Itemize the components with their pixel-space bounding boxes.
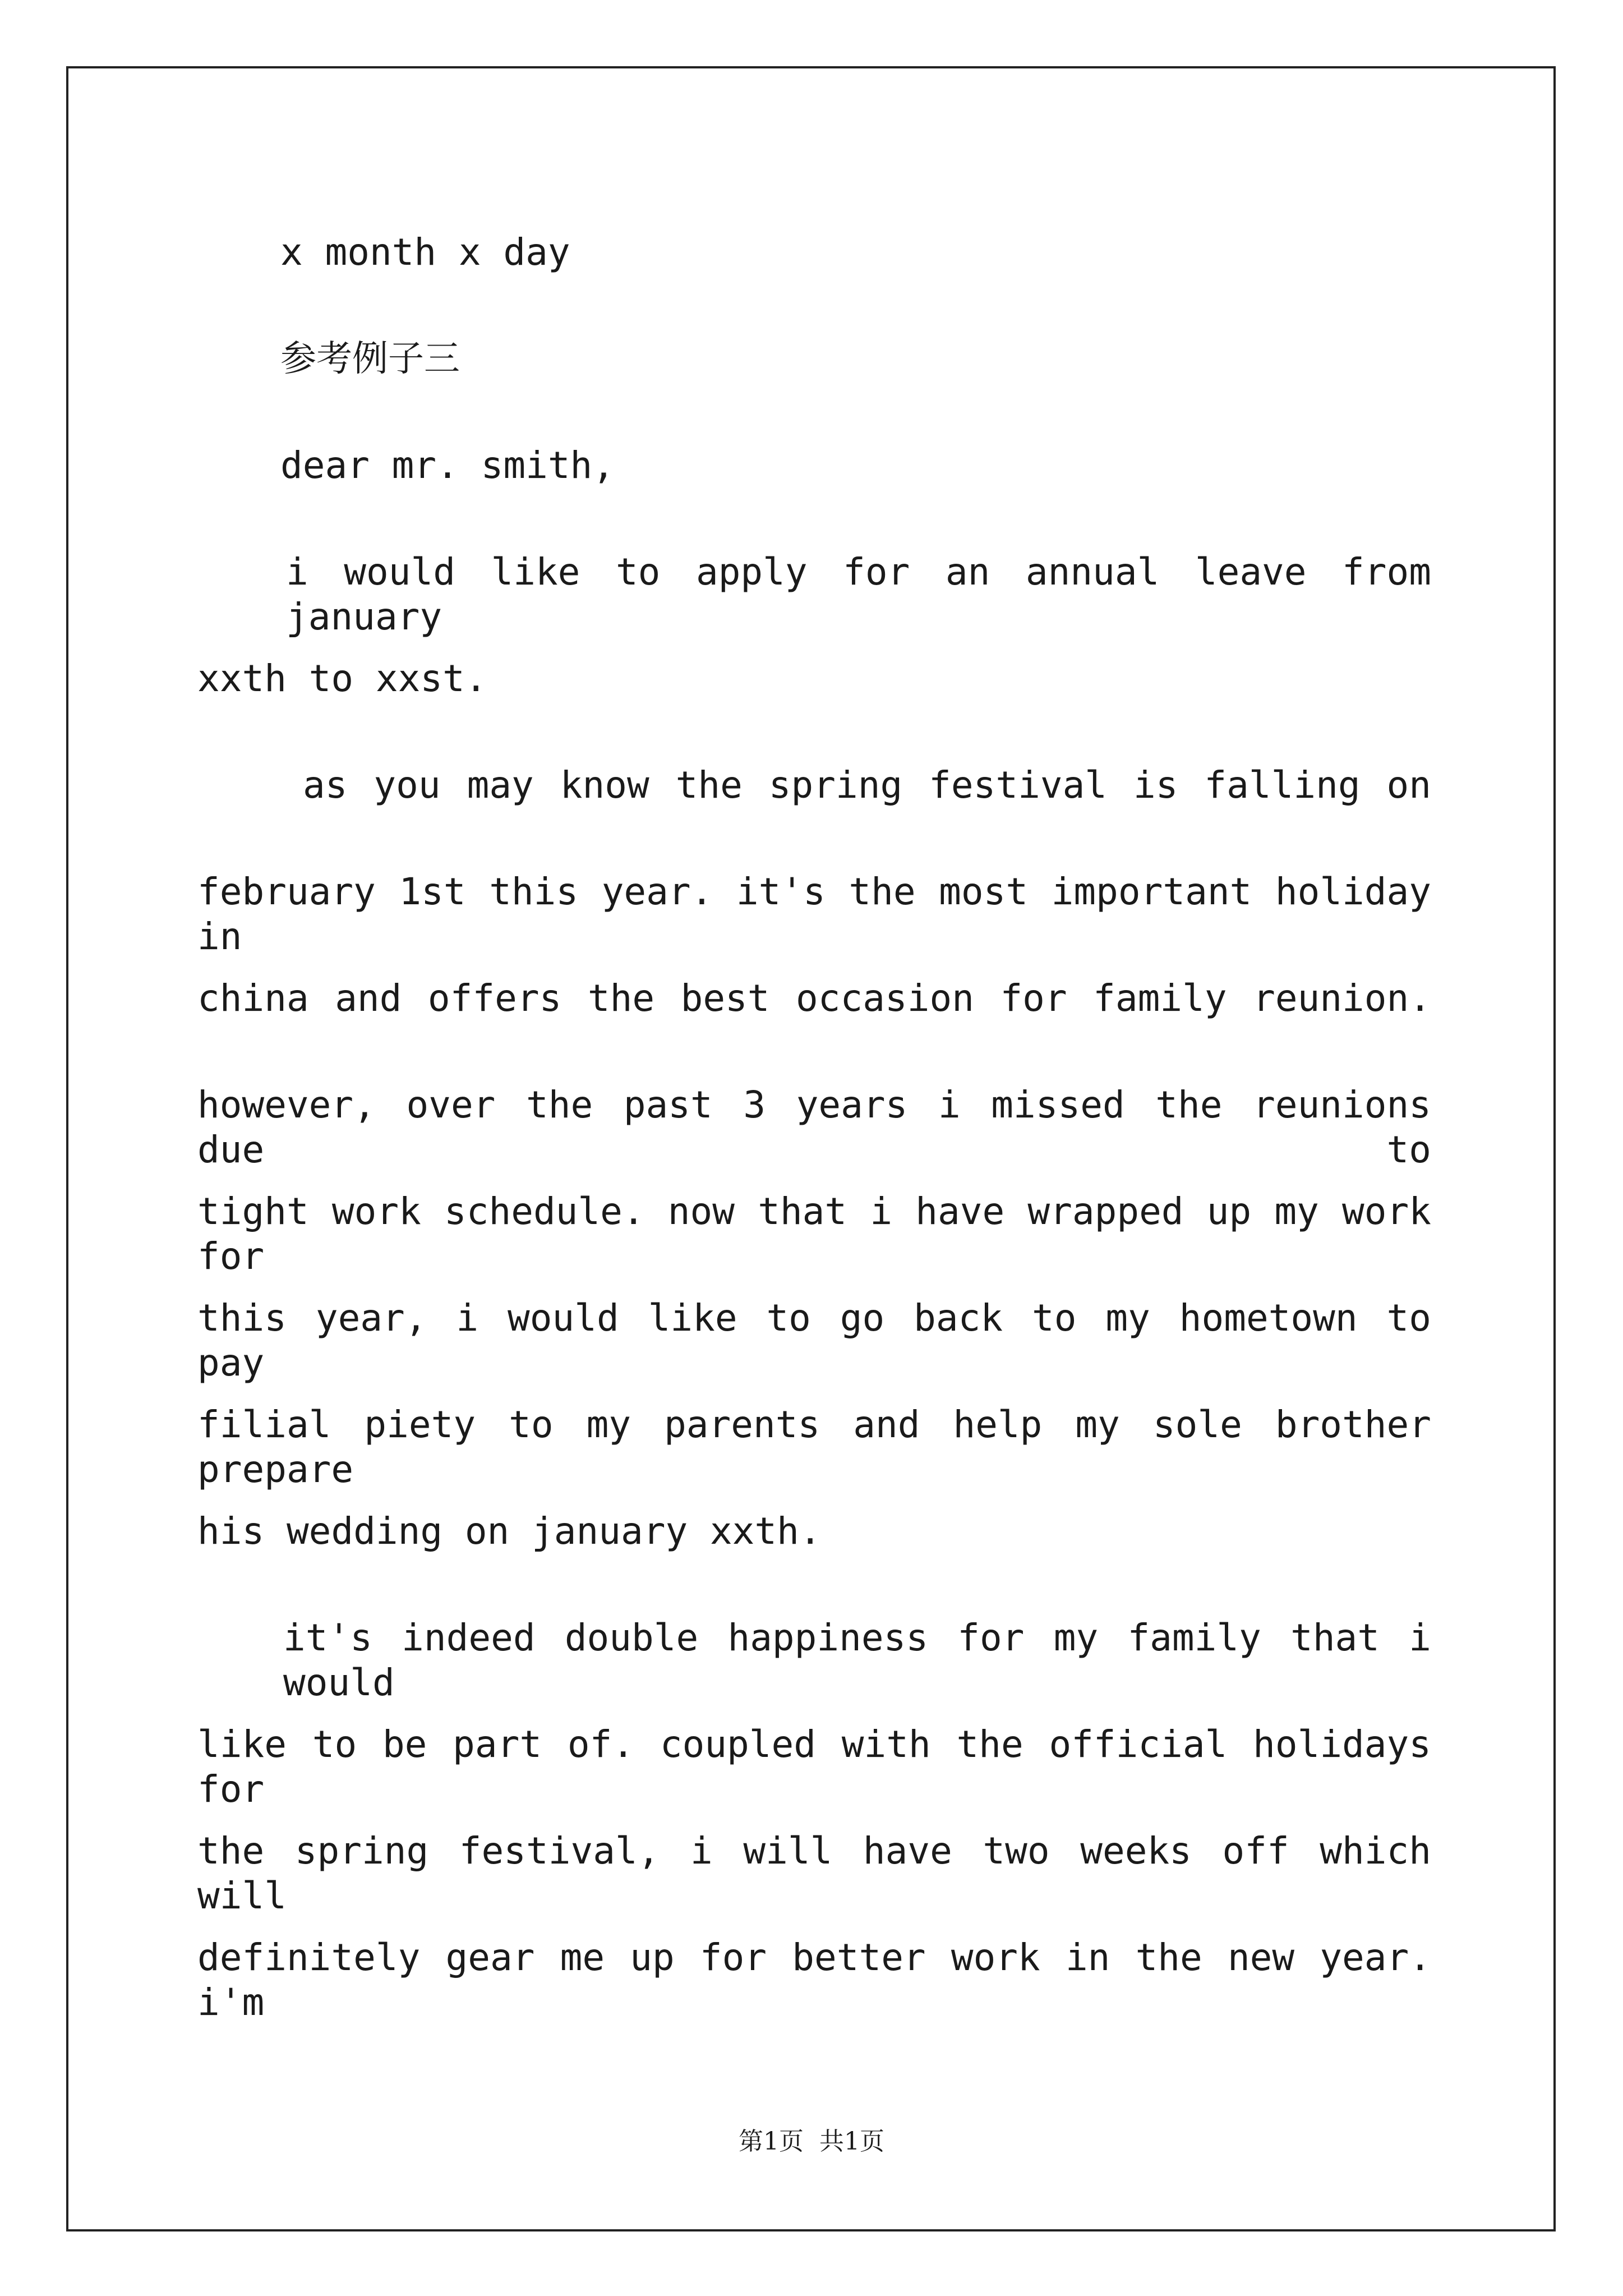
body-line: this year, i would like to go back to my hometown to pay	[197, 1296, 1431, 1384]
body-line: the spring festival, i will have two weeks off which will	[197, 1829, 1431, 1917]
body-line: his wedding on january xxth.	[197, 1510, 822, 1553]
body-line: filial piety to my parents and help my sole brother prepare	[197, 1403, 1431, 1491]
date-line: x month x day	[280, 231, 570, 274]
body-line: it's indeed double happiness for my family that i would	[283, 1616, 1431, 1704]
body-line: like to be part of. coupled with the official holidays for	[197, 1723, 1431, 1811]
body-line: xxth to xxst.	[197, 657, 487, 700]
body-line: china and offers the best occasion for family reunion.	[197, 977, 1431, 1020]
salutation: dear mr. smith,	[280, 444, 615, 487]
body-line: i would like to apply for an annual leave from january	[286, 550, 1431, 638]
page-footer: 第1页 共1页	[739, 2127, 884, 2156]
body-line: as you may know the spring festival is falling on	[303, 763, 1431, 807]
body-line: february 1st this year. it's the most important holiday in	[197, 870, 1431, 958]
body-line: definitely gear me up for better work in the new year. i'm	[197, 1936, 1431, 2024]
body-line: tight work schedule. now that i have wrapped up my work for	[197, 1190, 1431, 1278]
section-heading: 参考例子三	[280, 338, 460, 380]
body-line: however, over the past 3 years i missed the reunions due to	[197, 1083, 1431, 1171]
